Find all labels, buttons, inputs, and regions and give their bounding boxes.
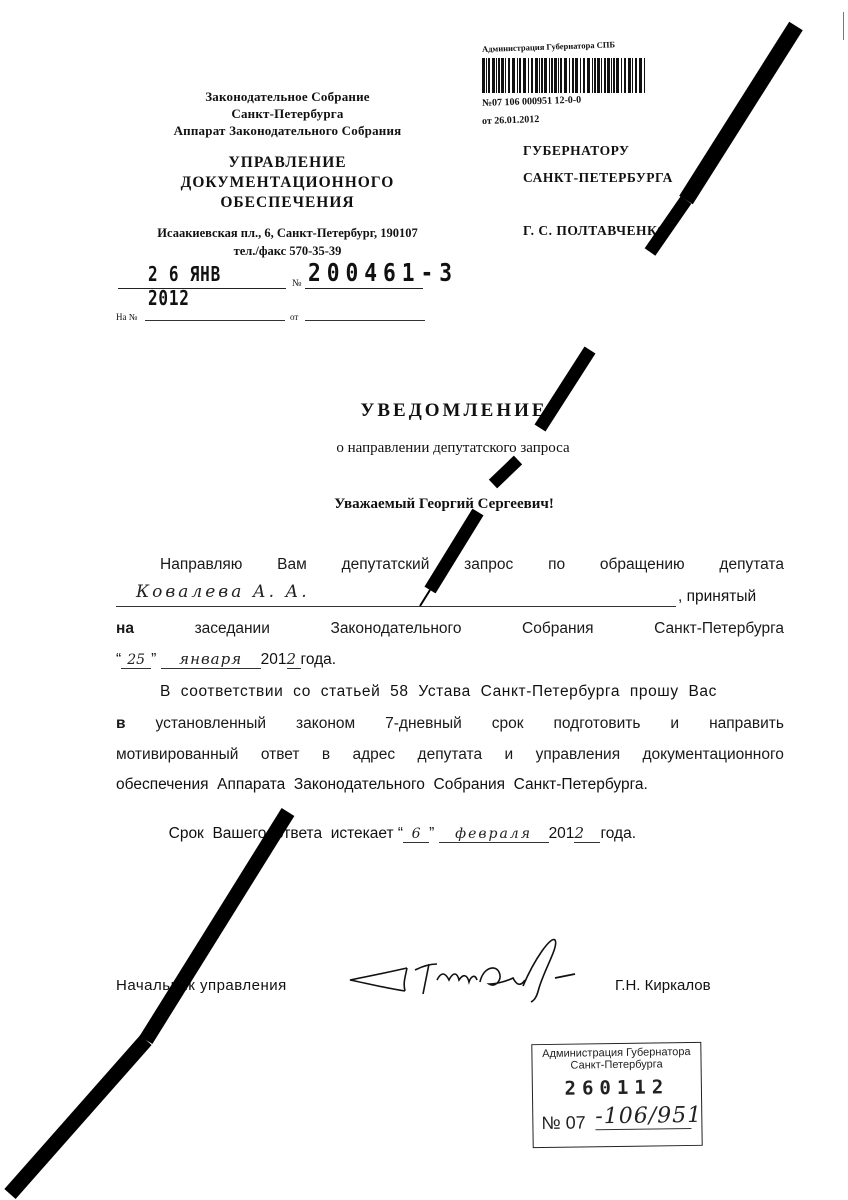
session-year-prefix: 201: [260, 651, 287, 668]
word: подготовить: [553, 715, 641, 732]
session-month: января: [161, 650, 261, 669]
word: установленный: [155, 715, 267, 732]
word: Санкт-Петербурга: [654, 620, 784, 637]
word: Вам: [277, 556, 307, 573]
slash-segment: [146, 812, 288, 1040]
deadline-prefix: Срок Вашего ответа истекает: [168, 825, 394, 842]
reference-number-label: На №: [116, 312, 138, 322]
word: Собрания: [522, 620, 594, 637]
sender-address: Исаакиевская пл., 6, Санкт-Петербург, 190107: [157, 226, 418, 240]
signer-position: Начальник управления: [116, 977, 287, 994]
word: заседании: [194, 620, 270, 637]
deputy-name-handwritten: Ковалева А. А.: [136, 582, 310, 602]
word: адрес: [352, 746, 396, 763]
org-line: Законодательное Собрание: [205, 89, 370, 104]
body-line: В соответствии со статьей 58 Устава Санкт-Петербурга прошу Вас: [160, 683, 718, 700]
word: на: [116, 620, 134, 637]
number-sign: №: [292, 278, 302, 289]
word: направить: [709, 715, 784, 732]
slash-segment: [10, 1040, 146, 1194]
deadline-suffix: года.: [600, 825, 637, 842]
accepted-text: , принятый: [678, 588, 757, 605]
word: срок: [491, 715, 524, 732]
barcode-stamp-title: Администрация Губернатора СПБ: [481, 39, 616, 54]
year-suffix: года.: [300, 651, 337, 668]
open-quote: “: [116, 651, 122, 668]
slash-segment: [430, 512, 478, 590]
session-day: 25: [121, 652, 151, 669]
deadline-month: февраля: [439, 826, 549, 843]
dept-line: УПРАВЛЕНИЕ: [228, 154, 347, 171]
stamp-org-line: Администрация Губернатора: [542, 1045, 691, 1061]
deadline-year-digit: 2: [574, 824, 600, 843]
sender-phone: тел./факс 570-35-39: [233, 244, 342, 258]
outgoing-number: 200461-3: [308, 258, 458, 287]
addressee-city: САНКТ-ПЕТЕРБУРГА: [523, 170, 673, 185]
open-quote: “: [393, 825, 404, 842]
stamp-number-prefix: № 07: [541, 1112, 586, 1134]
word: Направляю: [160, 556, 243, 573]
greeting: Уважаемый Георгий Сергеевич!: [334, 496, 554, 512]
word: ответ: [260, 746, 300, 763]
stamp-org-line: Санкт-Петербурга: [570, 1058, 663, 1072]
word: документационного: [642, 746, 784, 763]
barcode-stamp-date: от 26.01.2012: [481, 114, 540, 127]
close-quote: ”: [429, 825, 439, 842]
word: депутата: [417, 746, 483, 763]
word: депутатский: [341, 556, 430, 573]
word: по: [548, 556, 566, 573]
deadline-day: 6: [403, 826, 429, 843]
dept-line: ОБЕСПЕЧЕНИЯ: [220, 194, 355, 211]
slash-segment: [420, 590, 430, 606]
session-year-digit: 2: [287, 650, 301, 669]
outgoing-date: 2 6 ЯНВ 2012: [148, 262, 222, 310]
slash-segment: [650, 200, 686, 252]
body-line: обеспечения Аппарата Законодательного Собрания Санкт-Петербурга.: [116, 776, 648, 793]
deadline-year-prefix: 201: [548, 825, 575, 842]
close-quote: ”: [151, 651, 157, 668]
word: депутата: [719, 556, 784, 573]
reference-date-label: от: [290, 312, 299, 322]
word: мотивированный: [116, 746, 239, 763]
word: и: [670, 715, 680, 732]
word: запрос: [464, 556, 514, 573]
word: и: [504, 746, 514, 763]
word: 7-дневный: [385, 715, 462, 732]
org-line: Аппарат Законодательного Собрания: [173, 123, 402, 138]
barcode-stamp-number: №07 106 000951 12-0-0: [481, 94, 582, 109]
document-subtitle: о направлении депутатского запроса: [336, 440, 570, 456]
org-line: Санкт-Петербурга: [231, 106, 344, 121]
word: управления: [535, 746, 621, 763]
addressee-title: ГУБЕРНАТОРУ: [523, 143, 630, 158]
document-title: УВЕДОМЛЕНИЕ: [360, 400, 548, 421]
word: в: [321, 746, 331, 763]
slash-segment: [540, 350, 590, 428]
slash-segment: [493, 460, 518, 484]
word: в: [116, 715, 126, 732]
word: законом: [296, 715, 356, 732]
signer-name: Г.Н. Киркалов: [615, 977, 711, 994]
stamp-number-handwritten: -106/951: [595, 1102, 703, 1130]
word: Законодательного: [330, 620, 462, 637]
word: обращению: [599, 556, 685, 573]
stamp-date-code: 260112: [564, 1076, 670, 1100]
addressee-name: Г. С. ПОЛТАВЧЕНКО: [523, 223, 668, 238]
slash-segment: [686, 26, 796, 200]
dept-line: ДОКУМЕНТАЦИОННОГО: [180, 174, 395, 191]
